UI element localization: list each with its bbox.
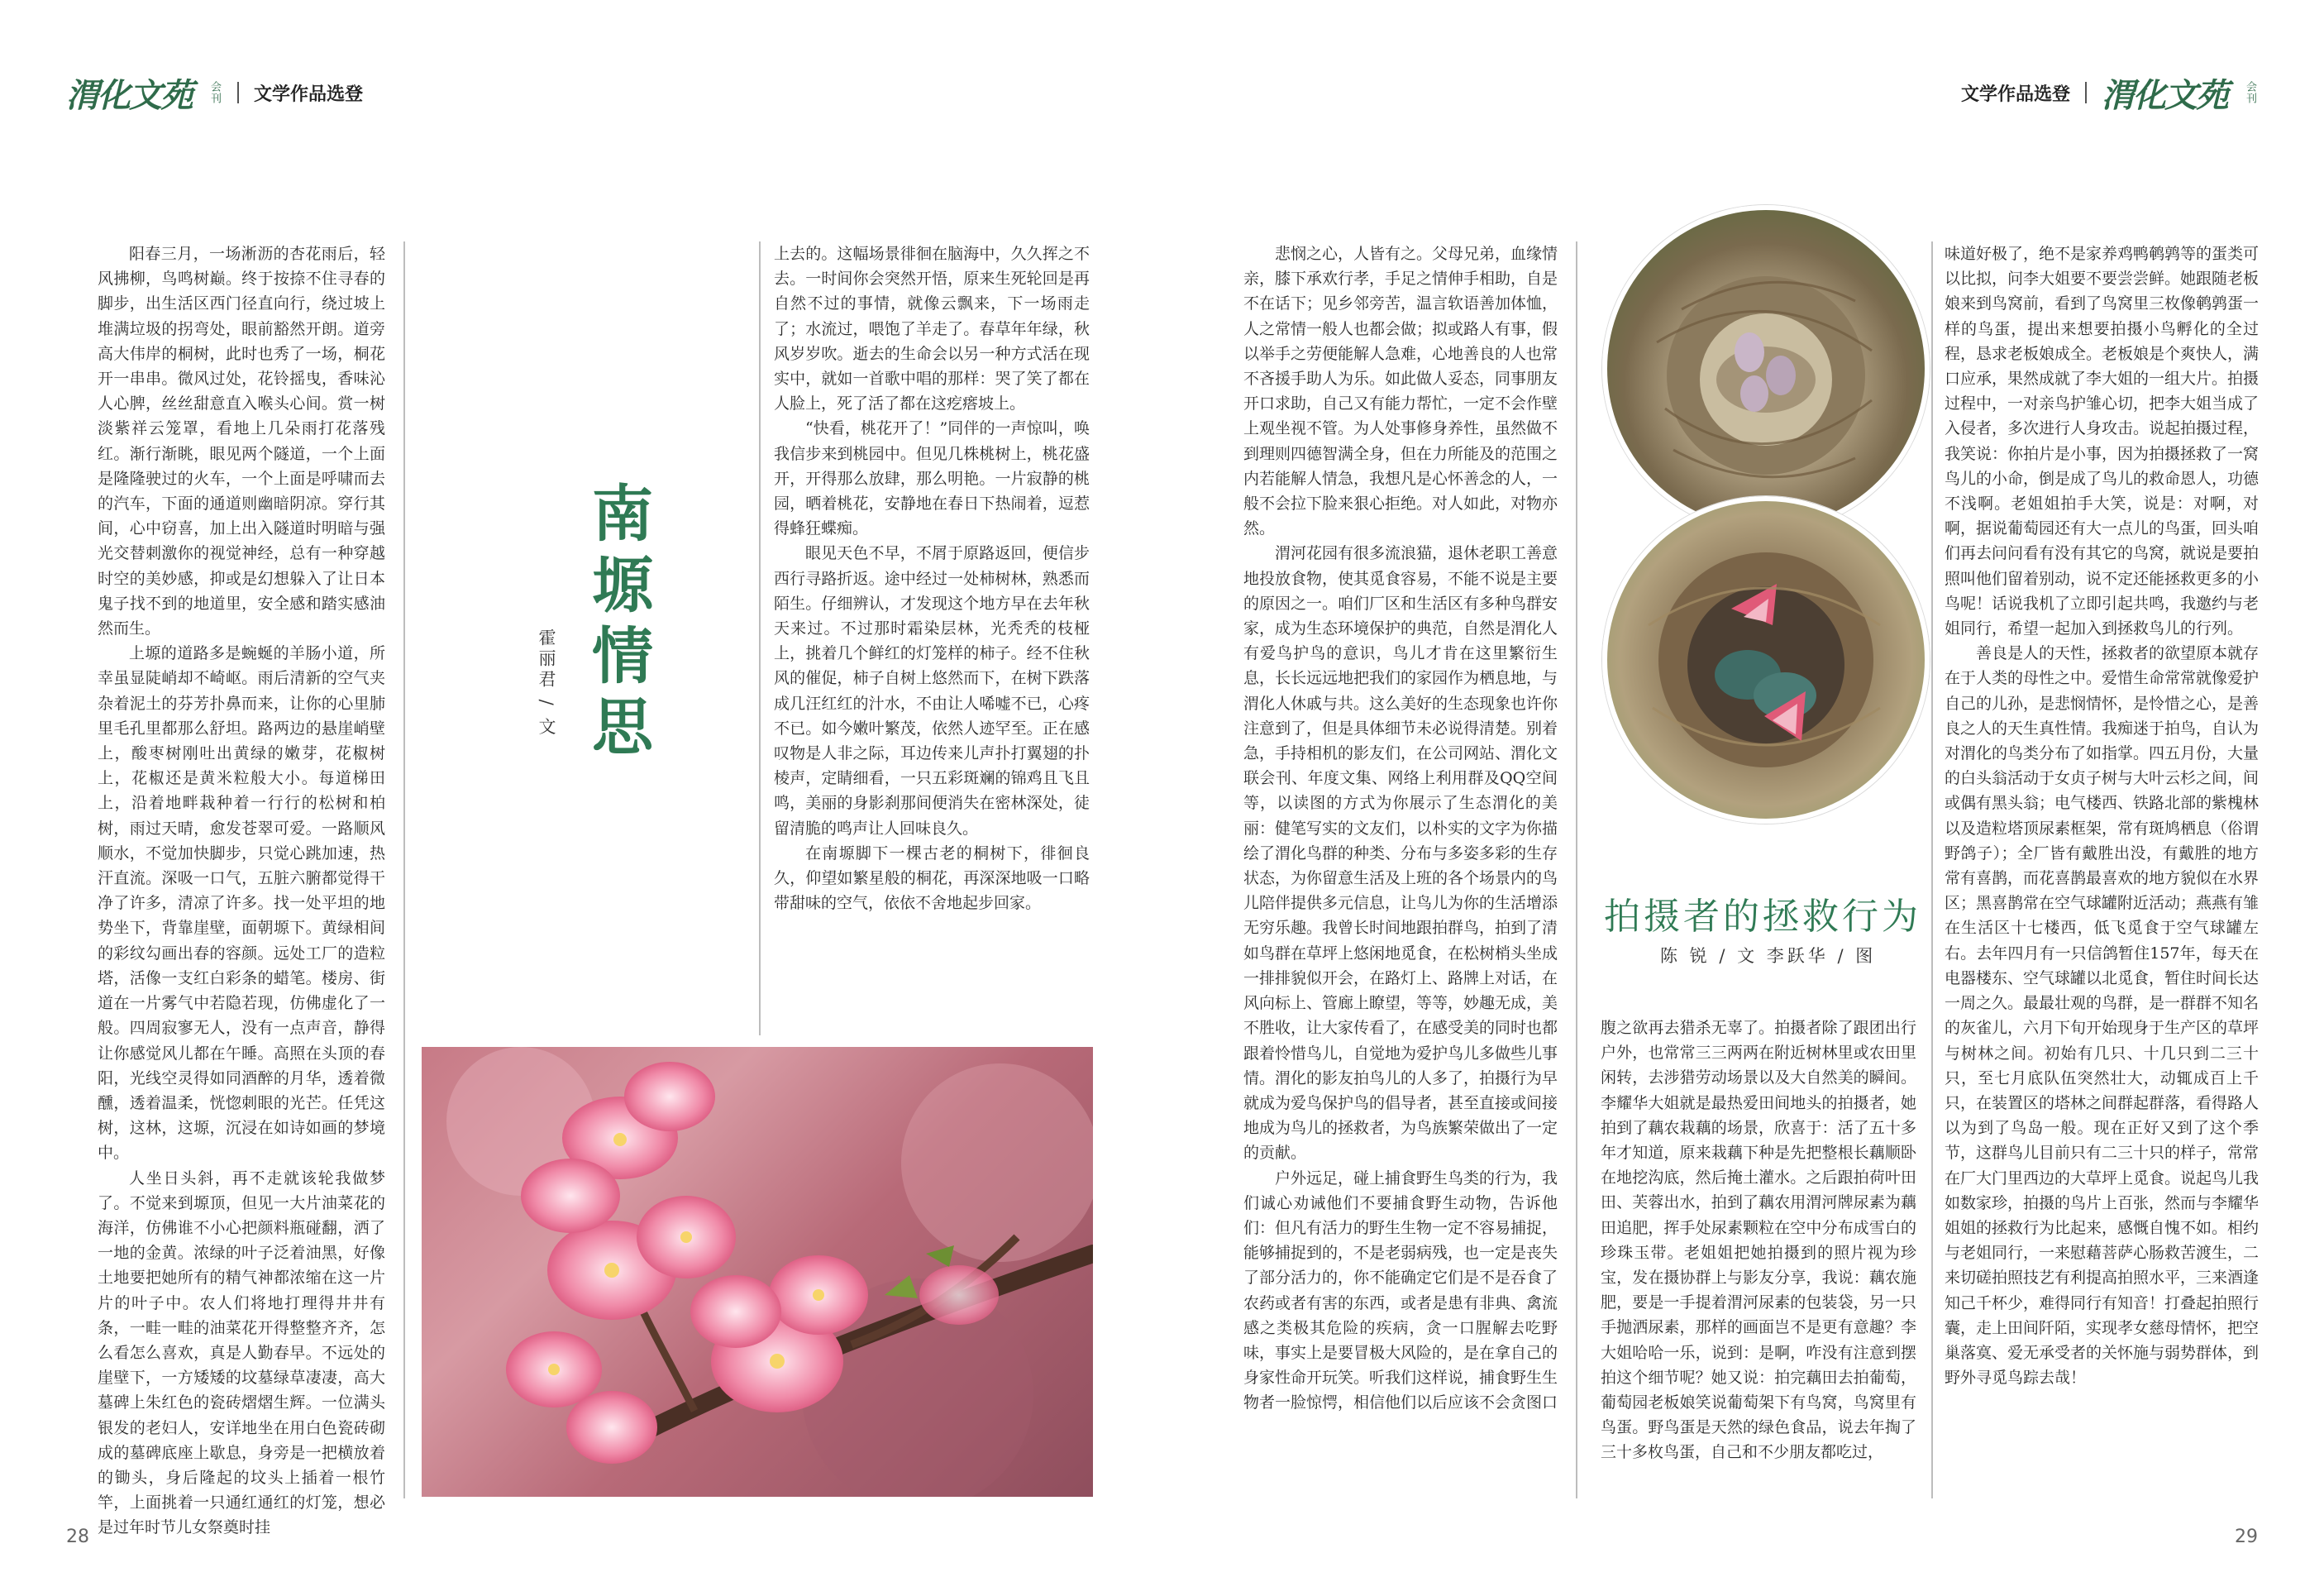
magazine-logo: 渭化文苑 [66, 75, 192, 115]
paragraph: “快看，桃花开了！”同伴的一声惊叫，唤我信步来到桃园中。但见几株桃树上，桃花盛开，开得那么放肆，那么明艳。一片寂静的桃园，晒着桃花，安静地在春日下热闹着，逗惹得蜂狂蝶痴。 [774, 419, 1090, 538]
paragraph: 上去的。这幅场景徘徊在脑海中，久久挥之不去。一时间你会突然开悟，原来生死轮回是再自然不过的事情，就像云飘来，下一场雨走了；水流过，喂饱了羊走了。春草年年绿，秋风岁岁吹。逝去的生命会以另一种方式活在现实中，就如一首歌中唱的那样：哭了笑了都在人脸上，死了活了都在这疙瘩坡上。 [774, 245, 1090, 413]
header-left [66, 73, 364, 115]
column-rule [403, 241, 405, 1498]
section-title: 文学作品选登 [254, 84, 364, 105]
header-divider [237, 82, 239, 103]
article2-author: 陈 锐 / 文 李跃华 / 图 [1660, 946, 1877, 966]
article2-title: 拍摄者的拯救行为 [1604, 896, 1921, 938]
paragraph: 味道好极了，绝不是家养鸡鸭鹌鹑等的蛋类可以比拟，问李大姐要不要尝尝鲜。她跟随老板娘来到鸟窝前，看到了鸟窝里三枚像鹌鹑蛋一样的鸟蛋，提出来想要拍摄小鸟孵化的全过程，恳求老板娘成全。老板娘是个爽快人，满口应承，果然成就了李大姐的一组大片。拍摄过程中，一对亲鸟护雏心切，把李大姐当成了入侵者，多次进行人身攻击。说起拍摄过程，我笑说：你拍片是小事，因为拍摄拯救了一窝鸟儿的小命，倒是成了鸟儿的救命恩人，功德不浅啊。老姐姐拍手大笑，说是：对啊，对啊，据说葡萄园还有大一点儿的鸟蛋，回头咱们再去问问看有没有其它的鸟窝，就说是要拍照叫他们留着别动，说不定还能拯救更多的小鸟呢！话说我机了立即引起共鸣，我邀约与老姐同行，希望一起加入到拯救鸟儿的行列。 [1945, 245, 2260, 638]
paragraph: 眼见天色不早，不屑于原路返回，便信步西行寻路折返。途中经过一处柿树林，熟悉而陌生。仔细辨认，才发现这个地方早在去年秋天来过。不过那时霜染层林，光秃秃的枝桠上，挑着几个鲜红的灯笼样的柿子。经不住秋风的催促，柿子自树上悠然而下，在树下跌落成几汪红红的汁水，不由让人唏嘘不已，心疼不已。如今嫩叶繁茂，依然人迹罕至。正在感叹物是人非之际，耳边传来儿声扑打翼翅的扑棱声，定睛细看，一只五彩斑斓的锦鸡且飞且鸣，美丽的身影刹那间便消失在密林深处，徒留清脆的鸣声让人回味良久。 [774, 544, 1090, 838]
bird-nest-eggs-photo [1602, 205, 1930, 533]
paragraph: 渭河花园有很多流浪猫，退休老职工善意地投放食物，使其觅食容易，不能不说是主要的原因之一。咱们厂区和生活区有多种鸟群安家，成为生态环境保护的典范，自然是渭化人有爱鸟护鸟的意识，鸟儿才肯在这里繁衍生息，长长远远地把我们的家园作为栖息地，与渭化人休戚与共。这么美好的生态现象也许你注意到了，但是具体细节未必说得清楚。别着急，手持相机的影友们，在公司网站、渭化文联会刊、年度文集、网络上利用群及QQ空间等，以读图的方式为你展示了生态渭化的美丽：健笔写实的文友们，以朴实的文字为你描绘了渭化鸟群的种类、分布与多姿多彩的生存状态，为你留意生活及上班的各个场景内的鸟儿陪伴提供多元信息，让鸟儿为你的生活增添无穷乐趣。我曾长时间地跟拍群鸟，拍到了清如鸟群在草坪上悠闲地觅食，在松树梢头坐成一排排貌似开会，在路灯上、路牌上对话，在风向标上、管廊上瞭望，等等，妙趣无成，美不胜收，让大家传看了，在感受美的同时也都跟着怜惜鸟儿，自觉地为爱护鸟儿多做些儿事情。渭化的影友拍鸟儿的人多了，拍摄行为早就成为爱鸟保护鸟的倡导者，甚至直接或间接地成为鸟儿的拯救者，为鸟族繁荣做出了一定的贡献。 [1243, 544, 1558, 1163]
paragraph: 阳春三月，一场淅沥的杏花雨后，轻风拂柳，鸟鸣树巅。终于按捺不住寻春的脚步，出生活区西门径直向行，绕过坡上堆满垃圾的拐弯处，眼前豁然开朗。道旁高大伟岸的桐树，此时也秀了一场，桐花开一串串。微风过处，花铃摇曳，香味沁人心脾，丝丝甜意直入喉头心间。赏一树淡紫祥云笼罩，看地上几朵雨打花落残红。渐行渐眺，眼见两个隧道，一个上面是隆隆驶过的火车，一个上面是呼啸而去的汽车，下面的通道则幽暗阴凉。穿行其间，心中窃喜，加上出入隧道时明暗与强光交替刺激你的视觉神经，总有一种穿越时空的美妙感，抑或是幻想躲入了让日本鬼子找不到的地道里，安全感和踏实感油然而生。 [98, 245, 385, 638]
article1-title: 南塬情思 [582, 481, 653, 766]
paragraph: 上塬的道路多是蜿蜒的羊肠小道，所幸虽显陡峭却不崎岖。雨后清新的空气夹杂着泥土的芬芳扑鼻而来，让你的心里肺里毛孔里都那么舒坦。路两边的悬崖峭壁上，酸枣树刚吐出黄绿的嫩芽，花椒树上，花椒还是黄米粒般大小。每道梯田上，沿着地畔栽种着一行行的松树和柏树，雨过天晴，愈发苍翠可爱。一路顺风顺水，不觉加快脚步，只觉心跳加速，热汗直流。深吸一口气，五脏六腑都觉得干净了许多，清凉了许多。找一处平坦的地势坐下，背靠崖壁，面朝塬下。黄绿相间的彩纹勾画出春的容颜。远处工厂的造粒塔，活像一支红白彩条的蜡笔。楼房、街道在一片雾气中若隐若现，仿佛虚化了一般。四周寂寥无人，没有一点声音，静得让你感觉风儿都在午睡。高照在头顶的春阳，光线空灵得如同酒醉的月华，透着微醺，透着温柔，恍惚刺眼的光芒。任凭这树，这林，这塬，沉浸在如诗如画的梦境中。 [98, 644, 385, 1163]
peach-blossom-photo [422, 1047, 1093, 1497]
bird-nest-chicks-photo [1602, 496, 1930, 824]
paragraph: 人坐日头斜，再不走就该轮我做梦了。不觉来到塬顶，但见一大片油菜花的海洋，仿佛谁不小心把颜料瓶碰翻，洒了一地的金黄。浓绿的叶子泛着油黑，好像土地要把她所有的精气神都浓缩在这一片片的叶子中。农人们将地打理得井井有条，一畦一畦的油菜花开得整整齐齐，怎么看怎么喜欢，真是人勤春早。不远处的崖壁下，一方矮矮的坟墓绿草凄凄，高大墓碑上朱红色的瓷砖熠熠生辉。一位满头银发的老妇人，安详地坐在用白色瓷砖砌成的墓碑底座上歇息，身旁是一把横放着的锄头，身后隆起的坟头上插着一根竹竿，上面挑着一只通红通红的灯笼，想必是过年时节儿女祭奠时挂 [98, 1168, 385, 1537]
paragraph: 腹之欲再去猎杀无辜了。拍摄者除了跟团出行户外，也常常三三两两在附近树林里或农田里闲转，去涉猎劳动场景以及大自然美的瞬间。李耀华大姐就是最热爱田间地头的拍摄者，她拍到了藕农栽藕的场景，欣喜于：活了五十多年才知道，原来栽藕下种是先把整根长藕顺卧在地挖沟底，然后掩土灌水。之后跟拍荷叶田田、芙蓉出水，拍到了藕农用渭河牌尿素为藕田追肥，挥手处尿素颗粒在空中分布成雪白的珍珠玉带。老姐姐把她拍摄到的照片视为珍宝，发在摄协群上与影友分享，我说：藕农施肥，要是一手提着渭河尿素的包装袋，另一只手抛洒尿素，那样的画面岂不是更有意趣？李大姐哈哈一乐，说到：是啊，咋没有注意到摆拍这个细节呢？她又说：拍完藕田去拍葡萄，葡萄园老板娘笑说葡萄架下有鸟窝，鸟窝里有鸟蛋。野鸟蛋是天然的绿色食品，说去年掏了三十多枚鸟蛋，自己和不少朋友都吃过， [1601, 1019, 1916, 1462]
peach-blossom-illustration [422, 1047, 1093, 1497]
article1-author: 霍丽君 / 文 [537, 628, 556, 738]
nest-chicks-illustration [1607, 501, 1925, 819]
header-divider [2085, 82, 2087, 103]
article2-column-1 [1243, 241, 1558, 1416]
magazine-logo: 渭化文苑 [2102, 75, 2227, 115]
page-number-right: 29 [2235, 1527, 2258, 1547]
column-rule [1931, 241, 1933, 1498]
column-rule [1576, 241, 1577, 1498]
paragraph: 在南塬脚下一棵古老的桐树下，徘徊良久，仰望如繁星般的桐花，再深深地吸一口略带甜味的空气，依依不舍地起步回家。 [774, 843, 1090, 913]
paragraph: 户外远足，碰上捕食野生鸟类的行为，我们诚心劝诫他们不要捕食野生动物，告诉他们：但凡有活力的野生生物一定不容易捕捉，能够捕捉到的，不是老弱病残，也一定是丧失了部分活力的，你不能确定它们是不是吞食了农药或者有害的东西，或者是患有非典、禽流感之类极其危险的疾病，贪一口腥解去吃野味，事实上是要冒极大风险的，是在拿自己的身家性命开玩笑。听我们这样说，捕食野生生物者一脸惊愕，相信他们以后应该不会贪图口 [1243, 1168, 1558, 1412]
header-right [1960, 73, 2258, 115]
article1-column-2 [774, 241, 1090, 915]
article2-column-3 [1945, 241, 2259, 1390]
paragraph: 善良是人的天性，拯救者的欲望原本就存在于人类的母性之中。爱惜生命常常就像爱护自己的儿孙，是悲悯情怀，是怜惜之心，是善良之人的天生真性情。我痴迷于拍鸟，自认为对渭化的鸟类分布了如指掌。四五月份，大量的白头翁活动于女贞子树与大叶云杉之间，间或偶有黑头翁；电气楼西、铁路北部的紫槐林以及造粒塔顶尿素框架，常有斑鸠栖息（俗谓野鸽子）；全厂皆有戴胜出没，有戴胜的地方常有喜鹊，而花喜鹊最喜欢的地方貌似在水界区；黑喜鹊常在空气球罐附近活动；燕燕有雏在生活区十七楼西，低飞觅食于空气球罐左右。去年四月有一只信鸽暂住157年，每天在电器楼东、空气球罐以北觅食，暂住时间长达一周之久。最最壮观的鸟群，是一群群不知名的灰雀儿，六月下旬开始现身于生产区的草坪与树林之间。初始有几只、十几只到二三十只，至七月底队伍突然壮大，动辄成百上千只，在装置区的塔林之间群起群落，看得路人以为到了鸟岛一般。现在正好又到了这个季节，这群鸟儿目前只有二三十只的样子，常常在厂大门里西边的大草坪上觅食。说起鸟儿我如数家珍，拍摄的鸟片上百张，然而与李耀华姐姐的拯救行为比起来，感慨自愧不如。相约与老姐同行，一来慰藉菩萨心肠救苦渡生，二来切磋拍照技艺有利提高拍照水平，三来酒逢知己千杯少，难得同行有知音！打叠起拍照行囊，走上田间阡陌，实现孝女慈母情怀，把空巢落寞、爱无承受者的关怀施与弱势群体，到野外寻觅鸟踪去哉！ [1945, 644, 2260, 1388]
article1-column-1 [98, 241, 385, 1541]
article2-column-2 [1601, 1015, 1916, 1465]
magazine-logo-sub: 会刊 [208, 81, 221, 104]
nest-eggs-illustration [1607, 210, 1925, 528]
paragraph: 悲悯之心，人皆有之。父母兄弟，血缘情亲，膝下承欢行孝，手足之情伸手相助，自是不在话下；见乡邻旁苦，温言软语善加体恤，人之常情一般人也都会做；拟或路人有事，假以举手之劳便能解人急难，心地善良的人也常不吝援手助人为乐。如此做人妥态，同事朋友开口求助，自己又有能力帮忙，一定不会作壁上观坐视不管。为人处事修身养性，虽然做不到理则四德智满全身，但在力所能及的范围之内若能解人情急，我想凡是心怀善念的人，一般不会拉下脸来狠心拒绝。对人如此，对物亦然。 [1243, 245, 1558, 538]
magazine-logo-sub: 会刊 [2244, 81, 2256, 104]
column-rule [759, 241, 761, 1035]
section-title: 文学作品选登 [1960, 84, 2070, 105]
page-number-left: 28 [66, 1527, 89, 1547]
